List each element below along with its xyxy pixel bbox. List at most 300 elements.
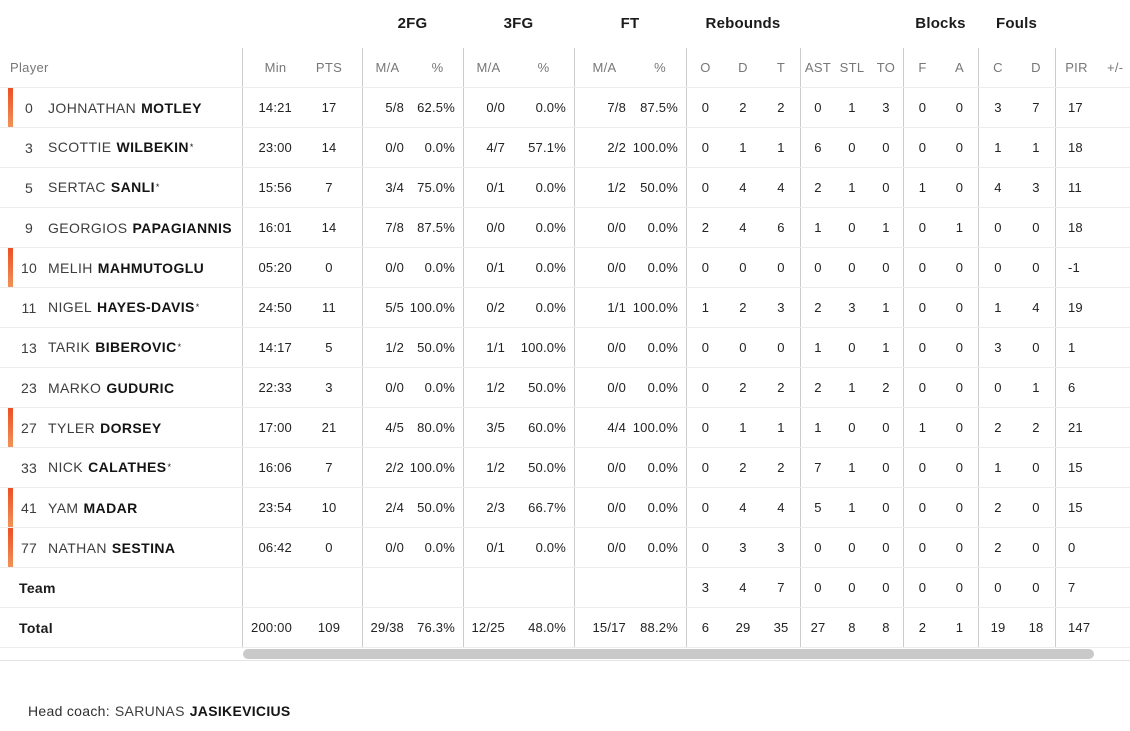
player-last-name: MAHMUTOGLU	[97, 259, 205, 276]
player-cell	[0, 128, 242, 167]
blocks-against-cell: 1	[955, 220, 964, 235]
player-last-name: SANLI	[110, 178, 155, 195]
blocks-favour-cell: 0	[903, 528, 941, 567]
3fg-made-attempted-cell: 0/1	[463, 528, 513, 567]
3fg-percent-cell: 0.0%	[535, 180, 566, 195]
rebounds-offensive-cell: 0	[686, 168, 724, 207]
col-header-rebounds-defensive: D	[738, 60, 748, 75]
player-last-name: BIBEROVIC	[95, 338, 177, 355]
player-last-name: PAPAGIANNIS	[132, 219, 232, 236]
pir-cell: 11	[1055, 168, 1097, 207]
fouls-committed-cell: 1	[978, 288, 1017, 327]
on-court-indicator	[8, 88, 13, 127]
player-name	[48, 100, 202, 116]
player-cell	[0, 248, 242, 287]
plus-minus-cell	[1097, 128, 1130, 167]
ft-percent-cell: 100.0%	[632, 420, 678, 435]
rebounds-defensive-cell: 3	[739, 540, 747, 555]
player-cell	[0, 408, 242, 447]
3fg-made-attempted-cell: 0/1	[463, 168, 513, 207]
col-header-rebounds-total: T	[776, 60, 786, 75]
player-first-name: SCOTTIE	[48, 138, 112, 155]
assists-cell: 2	[800, 368, 835, 407]
col-header-3fg-percent: %	[537, 60, 550, 75]
player-cell	[0, 208, 242, 247]
2fg-percent-cell	[412, 568, 463, 607]
pir-cell: 0	[1055, 528, 1097, 567]
player-first-name: NICK	[48, 458, 84, 475]
turnovers-cell: 0	[882, 500, 890, 515]
2fg-percent-cell: 0.0%	[424, 380, 455, 395]
rebounds-offensive-cell: 0	[686, 408, 724, 447]
col-header-player: Player	[10, 60, 49, 75]
player-last-name: DORSEY	[100, 419, 162, 436]
ft-percent-cell: 0.0%	[647, 220, 678, 235]
3fg-made-attempted-cell: 0/0	[463, 208, 513, 247]
fouls-committed-cell: 0	[978, 208, 1017, 247]
turnovers-cell: 8	[882, 620, 890, 635]
steals-cell: 8	[848, 620, 856, 635]
minutes-cell: 22:33	[242, 368, 308, 407]
blocks-favour-cell: 1	[903, 408, 941, 447]
fouls-drawn-cell: 0	[1032, 500, 1040, 515]
pir-cell: 7	[1055, 568, 1097, 607]
assists-cell: 0	[800, 88, 835, 127]
turnovers-cell: 0	[882, 140, 890, 155]
minutes-cell: 24:50	[242, 288, 308, 327]
2fg-made-attempted-cell: 0/0	[362, 128, 412, 167]
plus-minus-cell	[1097, 408, 1130, 447]
pir-cell: 1	[1055, 328, 1097, 367]
fouls-drawn-cell: 1	[1032, 140, 1040, 155]
assists-cell: 2	[800, 288, 835, 327]
on-court-indicator	[8, 408, 13, 447]
2fg-made-attempted-cell: 0/0	[362, 368, 412, 407]
2fg-made-attempted-cell: 0/0	[362, 528, 412, 567]
player-number: 13	[21, 339, 37, 356]
plus-minus-cell	[1097, 448, 1130, 487]
blocks-against-cell: 0	[955, 380, 964, 395]
steals-cell: 0	[848, 340, 856, 355]
fouls-committed-cell: 3	[978, 328, 1017, 367]
steals-cell: 0	[848, 220, 856, 235]
blocks-against-cell: 0	[955, 260, 964, 275]
3fg-percent-cell: 66.7%	[528, 500, 566, 515]
2fg-percent-cell: 62.5%	[417, 100, 455, 115]
blocks-against-cell: 0	[955, 140, 964, 155]
on-court-indicator	[8, 528, 13, 567]
rebounds-total-cell: 3	[777, 540, 785, 555]
horizontal-scrollbar[interactable]	[243, 649, 1094, 659]
rebounds-offensive-cell: 0	[686, 528, 724, 567]
fouls-drawn-cell: 0	[1032, 340, 1040, 355]
3fg-made-attempted-cell: 0/0	[463, 88, 513, 127]
blocks-favour-cell: 1	[903, 168, 941, 207]
assists-cell: 5	[800, 488, 835, 527]
assists-cell: 6	[800, 128, 835, 167]
rebounds-defensive-cell: 4	[739, 220, 747, 235]
2fg-made-attempted-cell: 5/5	[362, 288, 412, 327]
turnovers-cell: 3	[882, 100, 890, 115]
steals-cell: 1	[848, 460, 856, 475]
col-header-fouls-drawn: D	[1031, 60, 1041, 75]
plus-minus-cell	[1097, 288, 1130, 327]
2fg-made-attempted-cell: 2/2	[362, 448, 412, 487]
player-cell	[0, 88, 242, 127]
on-court-indicator	[8, 488, 13, 527]
3fg-percent-cell: 100.0%	[520, 340, 566, 355]
pir-cell: 147	[1055, 608, 1097, 647]
group-header-fouls: Fouls	[996, 15, 1037, 32]
ft-percent-cell: 100.0%	[632, 140, 678, 155]
turnovers-cell: 0	[882, 580, 890, 595]
fouls-committed-cell: 1	[978, 128, 1017, 167]
player-cell	[0, 488, 242, 527]
player-name	[48, 179, 160, 196]
turnovers-cell: 0	[882, 180, 890, 195]
points-cell: 17	[321, 100, 337, 115]
2fg-percent-cell: 76.3%	[417, 620, 455, 635]
rebounds-defensive-cell: 4	[739, 500, 747, 515]
minutes-cell: 23:54	[242, 488, 308, 527]
plus-minus-cell	[1097, 328, 1130, 367]
steals-cell: 3	[848, 300, 856, 315]
player-name	[48, 339, 182, 356]
ft-percent-cell: 0.0%	[647, 460, 678, 475]
minutes-cell: 15:56	[242, 168, 308, 207]
minutes-cell: 23:00	[242, 128, 308, 167]
2fg-percent-cell: 87.5%	[417, 220, 455, 235]
player-row	[0, 168, 1130, 208]
rebounds-offensive-cell: 3	[686, 568, 724, 607]
blocks-favour-cell: 0	[903, 448, 941, 487]
starter-asterisk: *	[155, 181, 160, 192]
player-last-name: CALATHES	[88, 458, 167, 475]
player-row	[0, 368, 1130, 408]
col-header-2fg-percent: %	[431, 60, 444, 75]
col-header-turnovers: TO	[876, 60, 896, 75]
steals-cell: 1	[848, 180, 856, 195]
ft-made-attempted-cell: 0/0	[574, 328, 634, 367]
fouls-committed-cell: 2	[978, 528, 1017, 567]
rebounds-offensive-cell: 0	[686, 328, 724, 367]
group-header-2fg: 2FG	[397, 15, 428, 32]
player-cell	[0, 168, 242, 207]
3fg-made-attempted-cell	[463, 568, 513, 607]
turnovers-cell: 1	[882, 340, 890, 355]
team-label: Team	[19, 579, 56, 596]
table-body	[0, 48, 1130, 648]
steals-cell: 0	[848, 140, 856, 155]
col-header-points: PTS	[315, 60, 343, 75]
player-first-name: TYLER	[48, 419, 96, 436]
2fg-percent-cell: 100.0%	[409, 300, 455, 315]
rebounds-total-cell: 0	[777, 260, 785, 275]
points-cell: 14	[321, 220, 337, 235]
player-name	[48, 220, 232, 236]
rebounds-offensive-cell: 0	[686, 248, 724, 287]
plus-minus-cell	[1097, 88, 1130, 127]
player-number: 41	[21, 499, 37, 516]
ft-percent-cell: 88.2%	[640, 620, 678, 635]
player-name	[48, 459, 171, 476]
player-name	[48, 540, 175, 556]
stat-group-header-row	[0, 0, 1130, 48]
player-name	[48, 299, 200, 316]
turnovers-cell: 2	[882, 380, 890, 395]
fouls-drawn-cell: 4	[1032, 300, 1040, 315]
rebounds-offensive-cell: 0	[686, 488, 724, 527]
fouls-drawn-cell: 2	[1032, 420, 1040, 435]
player-number: 77	[21, 539, 37, 556]
fouls-committed-cell: 1	[978, 448, 1017, 487]
blocks-against-cell: 0	[955, 460, 964, 475]
player-first-name: NIGEL	[48, 298, 93, 315]
group-header-ft: FT	[620, 15, 640, 32]
rebounds-offensive-cell: 0	[686, 448, 724, 487]
3fg-made-attempted-cell: 1/1	[463, 328, 513, 367]
total-label: Total	[19, 619, 53, 636]
assists-cell: 1	[800, 408, 835, 447]
steals-cell: 0	[848, 580, 856, 595]
points-cell: 11	[322, 300, 336, 315]
player-row	[0, 128, 1130, 168]
points-cell: 7	[325, 460, 333, 475]
summary-team-row	[0, 568, 1130, 608]
2fg-percent-cell: 75.0%	[417, 180, 455, 195]
player-name	[48, 500, 138, 516]
turnovers-cell: 0	[882, 460, 890, 475]
assists-cell: 0	[800, 568, 835, 607]
blocks-against-cell: 0	[955, 420, 964, 435]
player-row	[0, 88, 1130, 128]
assists-cell: 27	[800, 608, 835, 647]
plus-minus-cell	[1097, 248, 1130, 287]
player-first-name: YAM	[48, 499, 79, 516]
blocks-favour-cell: 0	[903, 248, 941, 287]
rebounds-total-cell: 4	[777, 180, 785, 195]
ft-percent-cell: 0.0%	[647, 260, 678, 275]
player-number: 10	[21, 259, 37, 276]
rebounds-total-cell: 2	[777, 100, 785, 115]
blocks-against-cell: 1	[955, 620, 964, 635]
steals-cell: 1	[848, 500, 856, 515]
player-row	[0, 488, 1130, 528]
player-last-name: HAYES-DAVIS	[97, 298, 195, 315]
turnovers-cell: 0	[882, 420, 890, 435]
fouls-committed-cell: 19	[978, 608, 1017, 647]
2fg-made-attempted-cell: 1/2	[362, 328, 412, 367]
points-cell: 3	[325, 380, 333, 395]
rebounds-defensive-cell: 2	[739, 460, 747, 475]
minutes-cell: 16:06	[242, 448, 308, 487]
3fg-percent-cell: 0.0%	[535, 300, 566, 315]
3fg-percent-cell: 48.0%	[528, 620, 566, 635]
player-row	[0, 448, 1130, 488]
fouls-committed-cell: 0	[978, 568, 1017, 607]
3fg-made-attempted-cell: 0/2	[463, 288, 513, 327]
ft-made-attempted-cell: 15/17	[574, 608, 634, 647]
points-cell: 5	[325, 340, 333, 355]
rebounds-defensive-cell: 1	[739, 420, 747, 435]
steals-cell: 0	[848, 420, 856, 435]
table-scroll-area	[0, 648, 1130, 660]
rebounds-offensive-cell: 0	[686, 128, 724, 167]
assists-cell: 1	[800, 328, 835, 367]
minutes-cell: 14:17	[242, 328, 308, 367]
turnovers-cell: 0	[882, 260, 890, 275]
ft-made-attempted-cell: 1/1	[574, 288, 634, 327]
2fg-made-attempted-cell: 3/4	[362, 168, 412, 207]
blocks-favour-cell: 0	[903, 128, 941, 167]
steals-cell: 0	[848, 260, 856, 275]
fouls-drawn-cell: 0	[1032, 540, 1040, 555]
3fg-made-attempted-cell: 2/3	[463, 488, 513, 527]
col-header-minutes: Min	[242, 48, 308, 87]
blocks-against-cell: 0	[955, 340, 964, 355]
2fg-made-attempted-cell: 2/4	[362, 488, 412, 527]
turnovers-cell: 0	[882, 540, 890, 555]
rebounds-defensive-cell: 0	[739, 260, 747, 275]
rebounds-total-cell: 1	[777, 420, 785, 435]
3fg-percent-cell: 0.0%	[535, 540, 566, 555]
player-number: 0	[25, 99, 33, 116]
blocks-favour-cell: 0	[903, 288, 941, 327]
points-cell: 7	[325, 180, 333, 195]
3fg-percent-cell: 57.1%	[528, 140, 566, 155]
player-last-name: WILBEKIN	[116, 138, 189, 155]
player-first-name: JOHNATHAN	[48, 99, 137, 116]
fouls-committed-cell: 0	[978, 368, 1017, 407]
summary-total-row	[0, 608, 1130, 648]
rebounds-offensive-cell: 0	[686, 368, 724, 407]
fouls-drawn-cell: 7	[1032, 100, 1040, 115]
fouls-drawn-cell: 0	[1032, 580, 1040, 595]
minutes-cell: 16:01	[242, 208, 308, 247]
ft-percent-cell: 87.5%	[640, 100, 678, 115]
blocks-against-cell: 0	[955, 180, 964, 195]
col-header-ft-made-attempted: M/A	[574, 48, 634, 87]
rebounds-total-cell: 0	[777, 340, 785, 355]
3fg-made-attempted-cell: 4/7	[463, 128, 513, 167]
player-row	[0, 288, 1130, 328]
points-cell: 0	[325, 540, 333, 555]
player-row	[0, 248, 1130, 288]
2fg-percent-cell: 0.0%	[424, 140, 455, 155]
player-row	[0, 208, 1130, 248]
minutes-cell: 05:20	[242, 248, 308, 287]
3fg-made-attempted-cell: 1/2	[463, 448, 513, 487]
player-first-name: MARKO	[48, 379, 102, 396]
player-cell	[0, 368, 242, 407]
pir-cell: 17	[1055, 88, 1097, 127]
player-last-name: GUDURIC	[106, 379, 175, 396]
player-row	[0, 528, 1130, 568]
blocks-against-cell: 0	[955, 300, 964, 315]
blocks-against-cell: 0	[955, 580, 964, 595]
player-number: 3	[25, 139, 33, 156]
col-header-blocks-favour: F	[903, 48, 941, 87]
blocks-against-cell: 0	[955, 100, 964, 115]
starter-asterisk: *	[195, 301, 200, 312]
3fg-made-attempted-cell: 0/1	[463, 248, 513, 287]
2fg-percent-cell: 0.0%	[424, 540, 455, 555]
fouls-drawn-cell: 3	[1032, 180, 1040, 195]
plus-minus-cell	[1097, 368, 1130, 407]
blocks-favour-cell: 0	[903, 488, 941, 527]
pir-cell: 18	[1055, 208, 1097, 247]
assists-cell: 2	[800, 168, 835, 207]
col-header-pir: PIR	[1055, 48, 1097, 87]
assists-cell: 7	[800, 448, 835, 487]
rebounds-offensive-cell: 2	[686, 208, 724, 247]
blocks-favour-cell: 0	[903, 208, 941, 247]
player-number: 11	[21, 299, 37, 316]
assists-cell: 0	[800, 528, 835, 567]
rebounds-defensive-cell: 2	[739, 300, 747, 315]
3fg-percent-cell: 50.0%	[528, 460, 566, 475]
3fg-percent-cell: 0.0%	[535, 220, 566, 235]
rebounds-offensive-cell: 0	[686, 88, 724, 127]
2fg-made-attempted-cell: 29/38	[362, 608, 412, 647]
blocks-favour-cell: 2	[903, 608, 941, 647]
ft-percent-cell: 0.0%	[647, 540, 678, 555]
rebounds-defensive-cell: 4	[739, 180, 747, 195]
player-number: 5	[25, 179, 33, 196]
ft-percent-cell: 0.0%	[647, 380, 678, 395]
plus-minus-cell	[1097, 608, 1130, 647]
2fg-percent-cell: 50.0%	[417, 500, 455, 515]
pir-cell: 21	[1055, 408, 1097, 447]
minutes-cell	[242, 568, 308, 607]
2fg-made-attempted-cell	[362, 568, 412, 607]
ft-made-attempted-cell: 4/4	[574, 408, 634, 447]
steals-cell: 1	[848, 380, 856, 395]
rebounds-defensive-cell: 29	[735, 620, 751, 635]
col-header-assists: AST	[800, 48, 835, 87]
rebounds-total-cell: 2	[777, 460, 785, 475]
3fg-percent-cell: 0.0%	[535, 100, 566, 115]
rebounds-total-cell: 35	[773, 620, 789, 635]
minutes-cell: 06:42	[242, 528, 308, 567]
pir-cell: -1	[1055, 248, 1097, 287]
player-name	[48, 380, 174, 396]
points-cell: 14	[321, 140, 337, 155]
fouls-drawn-cell: 0	[1032, 220, 1040, 235]
ft-made-attempted-cell: 2/2	[574, 128, 634, 167]
points-cell: 109	[317, 620, 341, 635]
minutes-cell: 200:00	[242, 608, 308, 647]
coach-first-name: SARUNAS	[114, 703, 185, 719]
assists-cell: 1	[800, 208, 835, 247]
fouls-committed-cell: 3	[978, 88, 1017, 127]
head-coach-line	[28, 703, 1130, 719]
fouls-committed-cell: 2	[978, 488, 1017, 527]
blocks-favour-cell: 0	[903, 368, 941, 407]
3fg-percent-cell: 0.0%	[535, 260, 566, 275]
blocks-favour-cell: 0	[903, 568, 941, 607]
2fg-made-attempted-cell: 4/5	[362, 408, 412, 447]
col-header-steals: STL	[839, 60, 865, 75]
2fg-percent-cell: 0.0%	[424, 260, 455, 275]
blocks-against-cell: 0	[955, 540, 964, 555]
blocks-against-cell: 0	[955, 500, 964, 515]
fouls-drawn-cell: 18	[1028, 620, 1044, 635]
ft-made-attempted-cell: 0/0	[574, 448, 634, 487]
col-header-rebounds-offensive: O	[686, 48, 724, 87]
points-cell: 21	[321, 420, 337, 435]
player-last-name: MOTLEY	[141, 99, 202, 116]
